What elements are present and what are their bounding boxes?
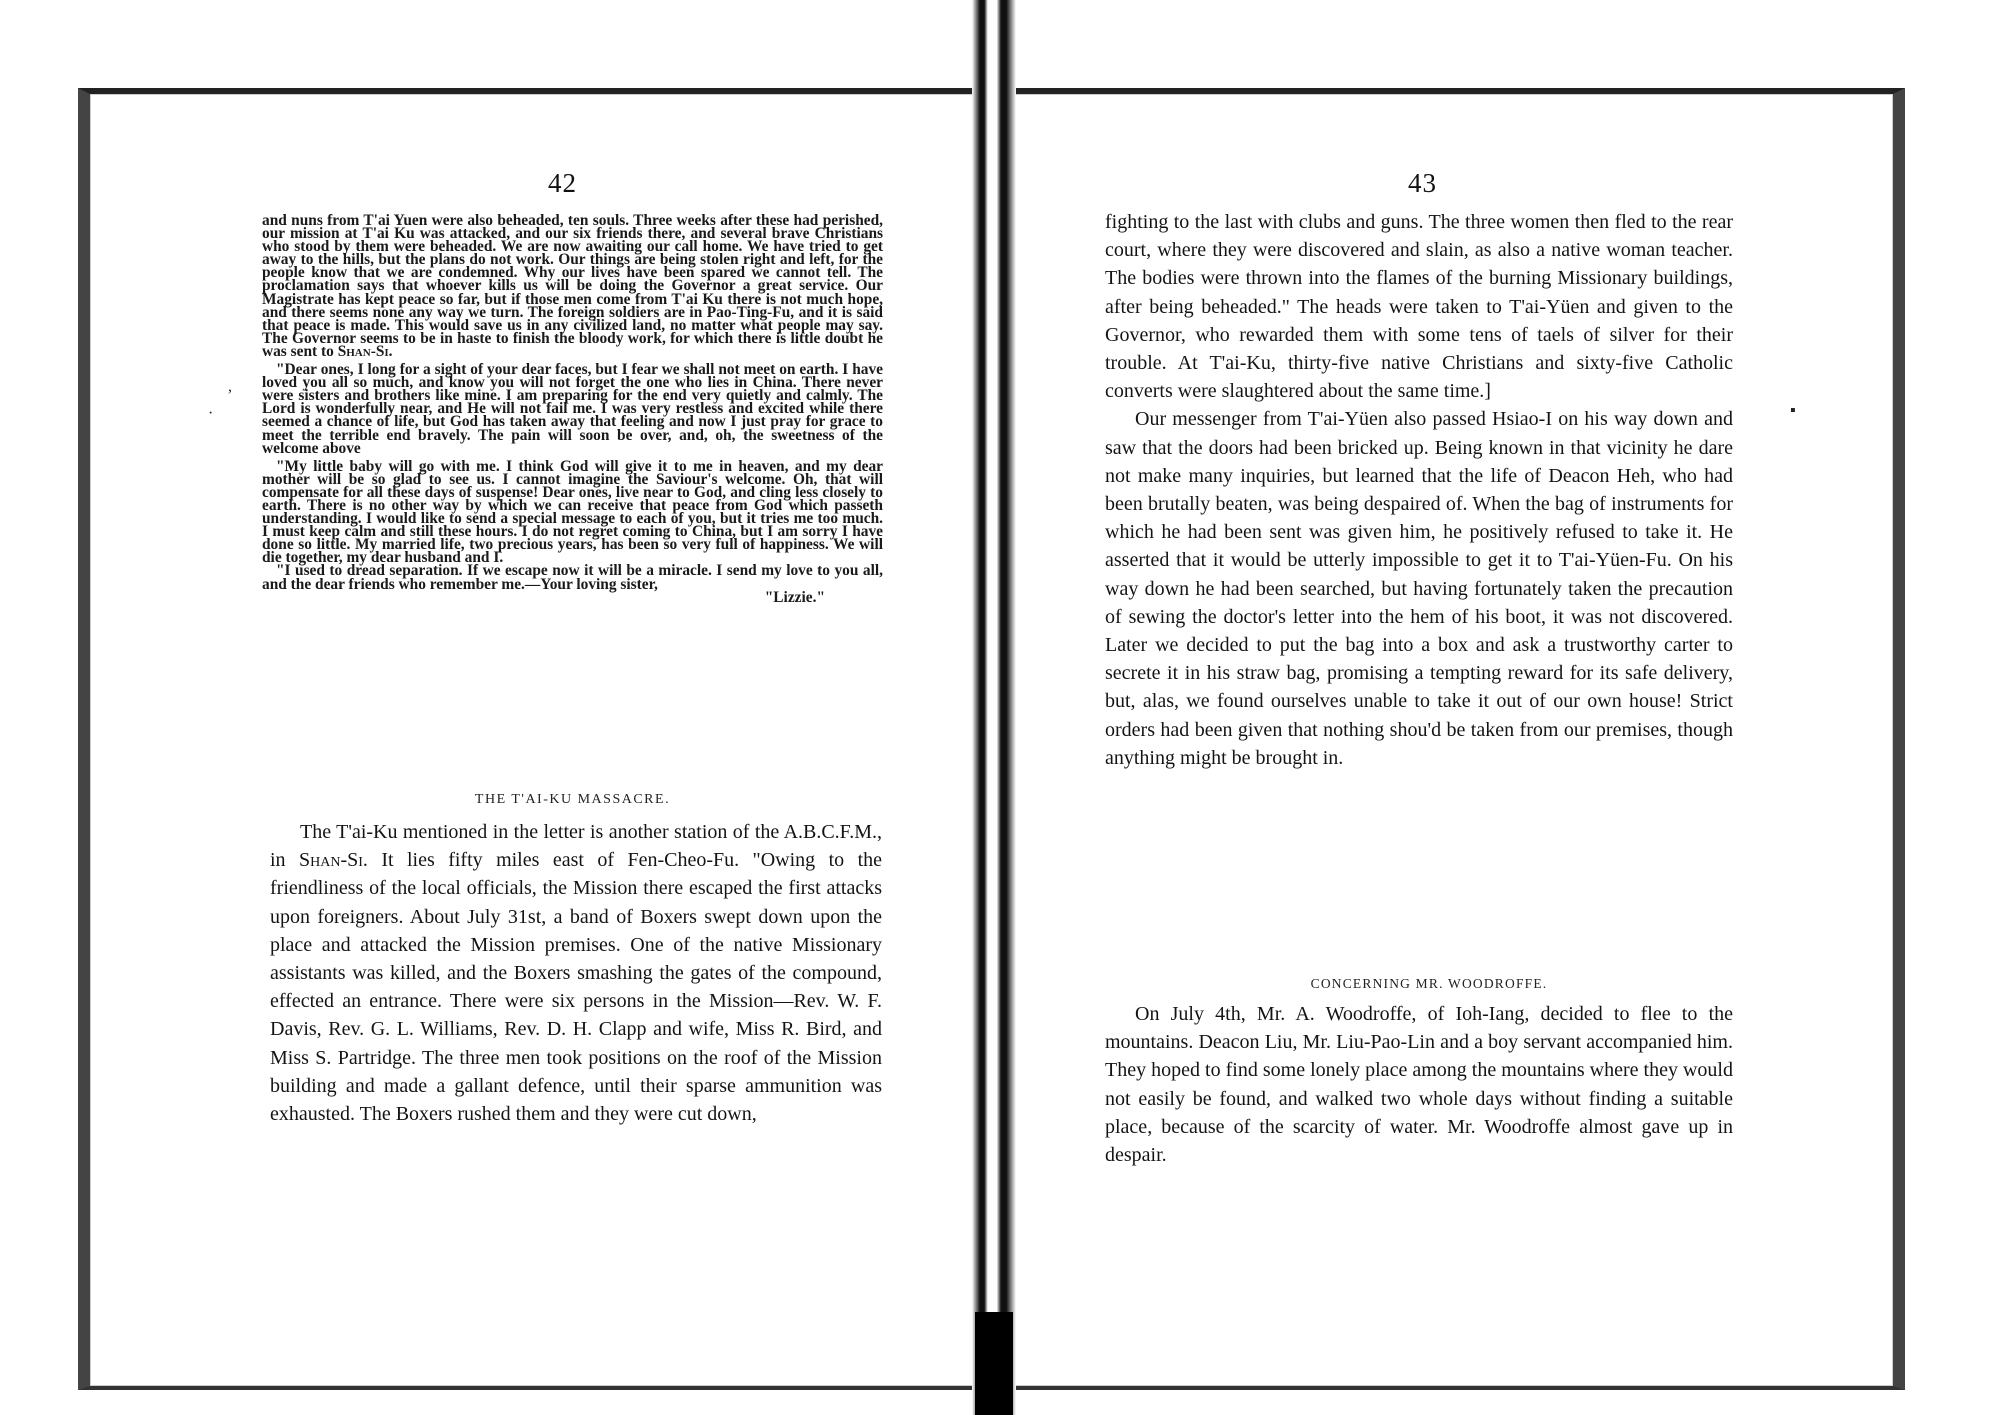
letter-paragraph: "Dear ones, I long for a sight of your dear faces, but I fear we shall not meet on earth. I have loved you all so much, and know you will not forget the one who lies in China. There never were sisters and brothers like mine. I am preparing for the end very quietly and calmly. The Lord is wonderfully near, and He will not fail me. I was very restless and excited while there seemed a chance of life, but God has taken away that feeling and now I just pray for grace to meet the terrible end bravely. The pain will soon be over, and, oh, the sweetness of the welcome above [262,361,883,457]
book-gutter [972,0,1016,1415]
bookmark-ribbon [975,1312,1013,1415]
body-paragraph: fighting to the last with clubs and guns. The three women then fled to the rear court, where they were discovered and slain, as also a native woman teacher. The bodies were thrown into the flames of the burning Missionary buildings, after being beheaded." The heads were taken to T'ai-Yüen and given to the Governor, who rewarded them with some tens of taels of silver for their trouble. At T'ai-Ku, thirty-five native Christians and sixty-five Catholic converts were slaughtered about the same time.] [1105,211,1733,403]
body-paragraph: Our messenger from T'ai-Yüen also passed Hsiao-I on his way down and saw that the doors had been bricked up. Being known in that vicinity he dare not make many inquiries, but learned that the life of Deacon Heh, who had been brutally beaten, was being despaired of. When the bag of instruments for which he had been sent was given him, he positively refused to take it. He asserted that it would be utterly impossible to get it to T'ai-Yüen-Fu. On his way down he had been searched, but having fortunately taken the precaution of sewing the doctor's letter into the hem of his boot, it was not discovered. Later we decided to put the bag into a box and ask a trustworthy carter to secrete it in his straw bag, promising a tempting reward for its safe delivery, but, alas, we found ourselves unable to take it out of our own house! Strict orders had been given that nothing shou'd be taken from our premises, though anything might be brought in. [1105,408,1733,769]
margin-mark: , [228,378,232,395]
letter-text [262,214,883,604]
margin-mark: ▪ [1790,402,1796,419]
letter-signature: "Lizzie." [764,588,825,606]
margin-mark: · [208,405,214,422]
body-paragraph: On July 4th, Mr. A. Woodroffe, of Ioh-Iang, decided to flee to the mountains. Deacon Liu, Mr. Liu-Pao-Lin and a boy servant accompanied him. They hoped to find some lonely place among the mountains where they would not easily be found, and walked two whole days without finding a suitable place, because of the scarcity of water. Mr. Woodroffe almost gave up in despair. [1105,1003,1733,1167]
letter-paragraph: "I used to dread separation. If we escape now it will be a miracle. I send my love to you all, and the dear friends who remember me.—Your loving sister, [262,562,883,593]
date-ordinal: 31st, [507,905,547,928]
section-heading-woodroffe: CONCERNING MR. WOODROFFE. [1310,976,1548,991]
body-paragraph: The T'ai-Ku mentioned in the letter is another station of the A.B.C.F.M., in Shan-Si. It lies fifty miles east of Fen-Cheo-Fu. "Owing to the friendliness of the local officials, the Mission there escaped the first attacks upon foreigners. About July 31st, a band of Boxers swept down upon the place and attacked the Mission premises. One of the native Missionary assistants was killed, and the Boxers smashing the gates of the compound, effected an entrance. There were six persons in the Mission—Rev. W. F. Davis, Rev. G. L. Williams, Rev. D. H. Clapp and wife, Miss R. Bird, and Miss S. Partridge. The three men took positions on the roof of the Mission building and made a gallant defence, until their sparse ammunition was exhausted. The Boxers rushed them and they were cut down, [270,821,883,1126]
taiku-massacre-text [270,818,882,1128]
right-page-text [1105,208,1733,772]
place-name: Shan-Si. [299,849,368,872]
letter-paragraph: "My little baby will go with me. I think God will give it to me in heaven, and my dear mother will be so glad to see us. I cannot imagine the Saviour's welcome. Oh, that will compensate for all these days of suspense! Dear ones, live near to God, and cling less closely to earth. There is no other way by which we can receive that peace from God which passeth understanding. I would like to send a special message to each of you, but it tries me too much. I must keep calm and still these hours. I do not regret coming to China, but I am sorry I have done so little. My married life, two precious years, has been so very full of happiness. We will die together, my dear husband and I. [262,457,883,567]
page-number-left: 42 [548,168,577,198]
section-heading-taiku-massacre: THE T'AI-KU MASSACRE. [474,792,671,807]
place-name: Shan-Si. [337,342,393,360]
page-number-right: 43 [1408,168,1437,198]
woodroffe-text [1105,1000,1733,1169]
letter-paragraph: and nuns from T'ai Yuen were also beheaded, ten souls. Three weeks after these had perished, our mission at T'ai Ku was attacked, and our six friends there, and several brave Christians who stood by them were beheaded. We are now awaiting our call home. We have tried to get away to the hills, but the plans do not work. Our things are being stolen right and left, for the people know that we are condemned. Why our lives have been spared we cannot tell. The proclamation says that whoever kills us will be doing the Governor a great service. Our Magistrate has kept peace so far, but if those men come from T'ai Ku there is not much hope, and there seems none any way we turn. The foreign soldiers are in Pao-Ting-Fu, and it is said that peace is made. This would save us in any civilized land, no matter what people may say. The Governor seems to be in haste to finish the bloody work, for which there is little doubt he was sent to Shan-Si. [262,212,883,360]
